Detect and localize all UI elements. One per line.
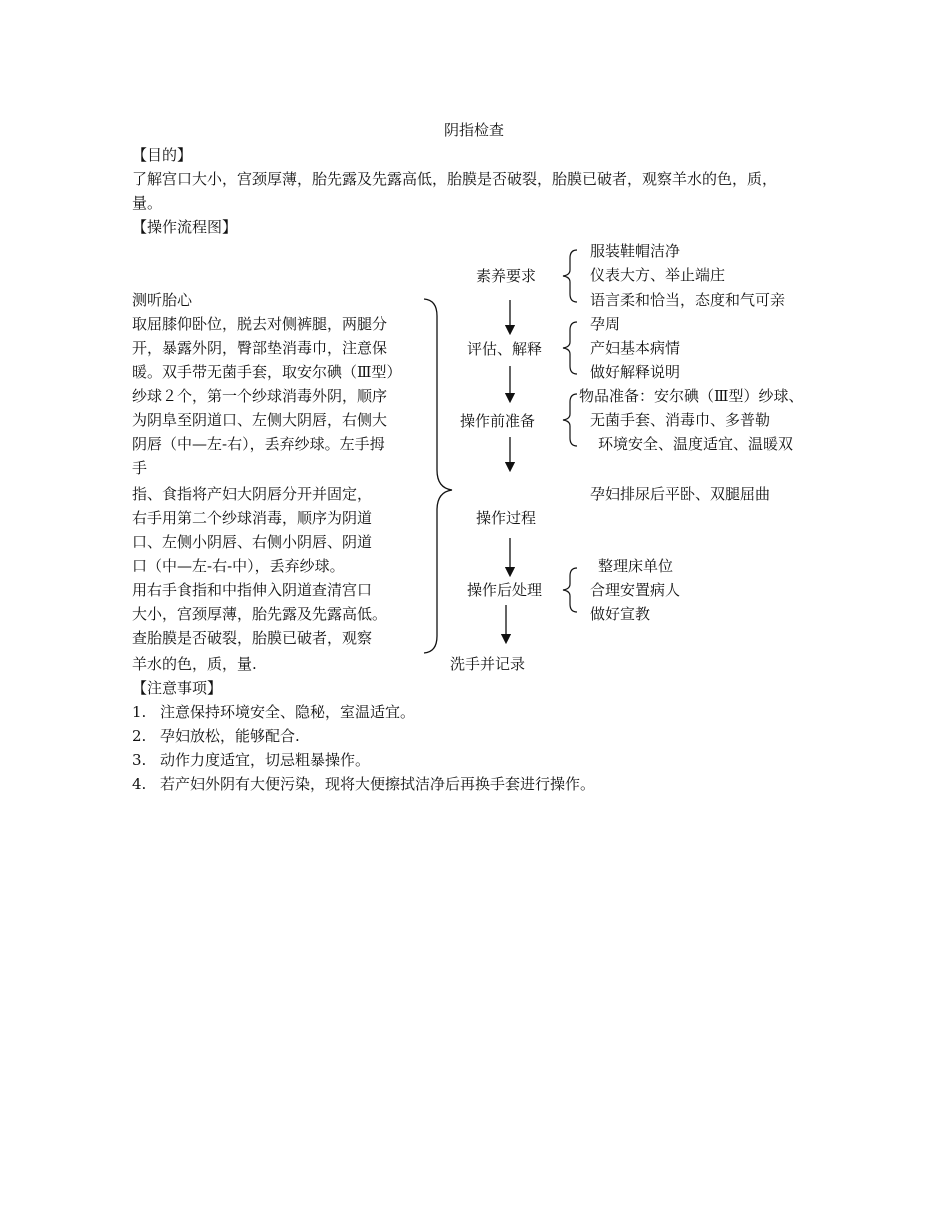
procedure-line: 大小，宫颈厚薄，胎先露及先露高低。 (132, 605, 388, 623)
procedure-line: 纱球２个，第一个纱球消毒外阴，顺序 (132, 387, 388, 405)
flow-step-wash-and-record: 洗手并记录 (450, 655, 526, 673)
purpose-heading: 【目的】 (132, 146, 193, 164)
detail-item: 孕妇排尿后平卧、双腿屈曲 (590, 485, 771, 503)
purpose-text: 了解宫口大小，宫颈厚薄，胎先露及先露高低，胎膜是否破裂，胎膜已破者，观察羊水的色，质， (132, 170, 778, 188)
procedure-line: 开，暴露外阴，臀部垫消毒巾，注意保 (132, 339, 388, 357)
purpose-text-continued: 量。 (132, 194, 163, 212)
procedure-line: 暖。双手带无菌手套，取安尔碘（Ⅲ型） (132, 363, 402, 381)
note-number: 2. (132, 727, 147, 745)
detail-item: 环境安全、温度适宜、温暖双 (598, 435, 794, 453)
procedure-line: 为阴阜至阴道口、左侧大阴唇，右侧大 (132, 411, 388, 429)
note-text: 注意保持环境安全、隐秘，室温适宜。 (160, 703, 416, 721)
detail-item: 无菌手套、消毒巾、多普勒 (590, 411, 771, 429)
notes-heading: 【注意事项】 (132, 679, 223, 697)
brace-post-processing (563, 568, 577, 612)
flow-step-assessment: 评估、解释 (467, 340, 543, 358)
procedure-line: 查胎膜是否破裂，胎膜已破者，观察 (132, 629, 373, 647)
note-number: 1. (132, 703, 147, 721)
detail-item: 整理床单位 (598, 557, 674, 575)
flowchart-heading: 【操作流程图】 (132, 218, 238, 236)
brace-assessment (563, 322, 577, 374)
page-title: 阴指检查 (444, 121, 505, 139)
detail-item: 合理安置病人 (590, 581, 681, 599)
procedure-line: 手 (132, 459, 148, 477)
brace-preparation (563, 394, 577, 446)
note-text: 孕妇放松，能够配合. (160, 727, 300, 745)
procedure-line: 右手用第二个纱球消毒，顺序为阴道 (132, 509, 373, 527)
flow-step-literacy: 素养要求 (476, 267, 537, 285)
detail-item: 语言柔和恰当，态度和气可亲 (590, 291, 786, 309)
detail-item: 仪表大方、举止端庄 (590, 266, 726, 284)
detail-item: 物品准备：安尔碘（Ⅲ型）纱球、 (579, 387, 804, 405)
procedure-line: 指、食指将产妇大阴唇分开并固定， (132, 485, 373, 503)
procedure-line: 阴唇（中—左-右），丢弃纱球。左手拇 (132, 435, 385, 453)
procedure-line: 羊水的色，质，量. (132, 655, 257, 673)
note-text: 动作力度适宜，切忌粗暴操作。 (160, 751, 371, 769)
procedure-line: 用右手食指和中指伸入阴道查清宫口 (132, 581, 373, 599)
note-text: 若产妇外阴有大便污染，现将大便擦拭洁净后再换手套进行操作。 (160, 775, 596, 793)
note-number: 3. (132, 751, 147, 769)
brace-literacy (563, 250, 577, 302)
detail-item: 做好解释说明 (590, 363, 681, 381)
detail-item: 产妇基本病情 (590, 339, 681, 357)
procedure-line: 测听胎心 (132, 291, 193, 309)
procedure-line: 口、左侧小阴唇、右侧小阴唇、阴道 (132, 533, 373, 551)
detail-item: 做好宣教 (590, 605, 651, 623)
detail-item: 孕周 (590, 315, 621, 333)
detail-item: 服装鞋帽洁净 (590, 242, 681, 260)
procedure-line: 取屈膝仰卧位，脱去对侧裤腿，两腿分 (132, 315, 388, 333)
flow-step-post-processing: 操作后处理 (467, 581, 543, 599)
note-number: 4. (132, 775, 147, 793)
flow-step-preparation: 操作前准备 (460, 412, 536, 430)
large-brace (424, 299, 452, 653)
procedure-line: 口（中—左-右-中），丢弃纱球。 (132, 557, 345, 575)
flow-step-procedure: 操作过程 (476, 509, 537, 527)
